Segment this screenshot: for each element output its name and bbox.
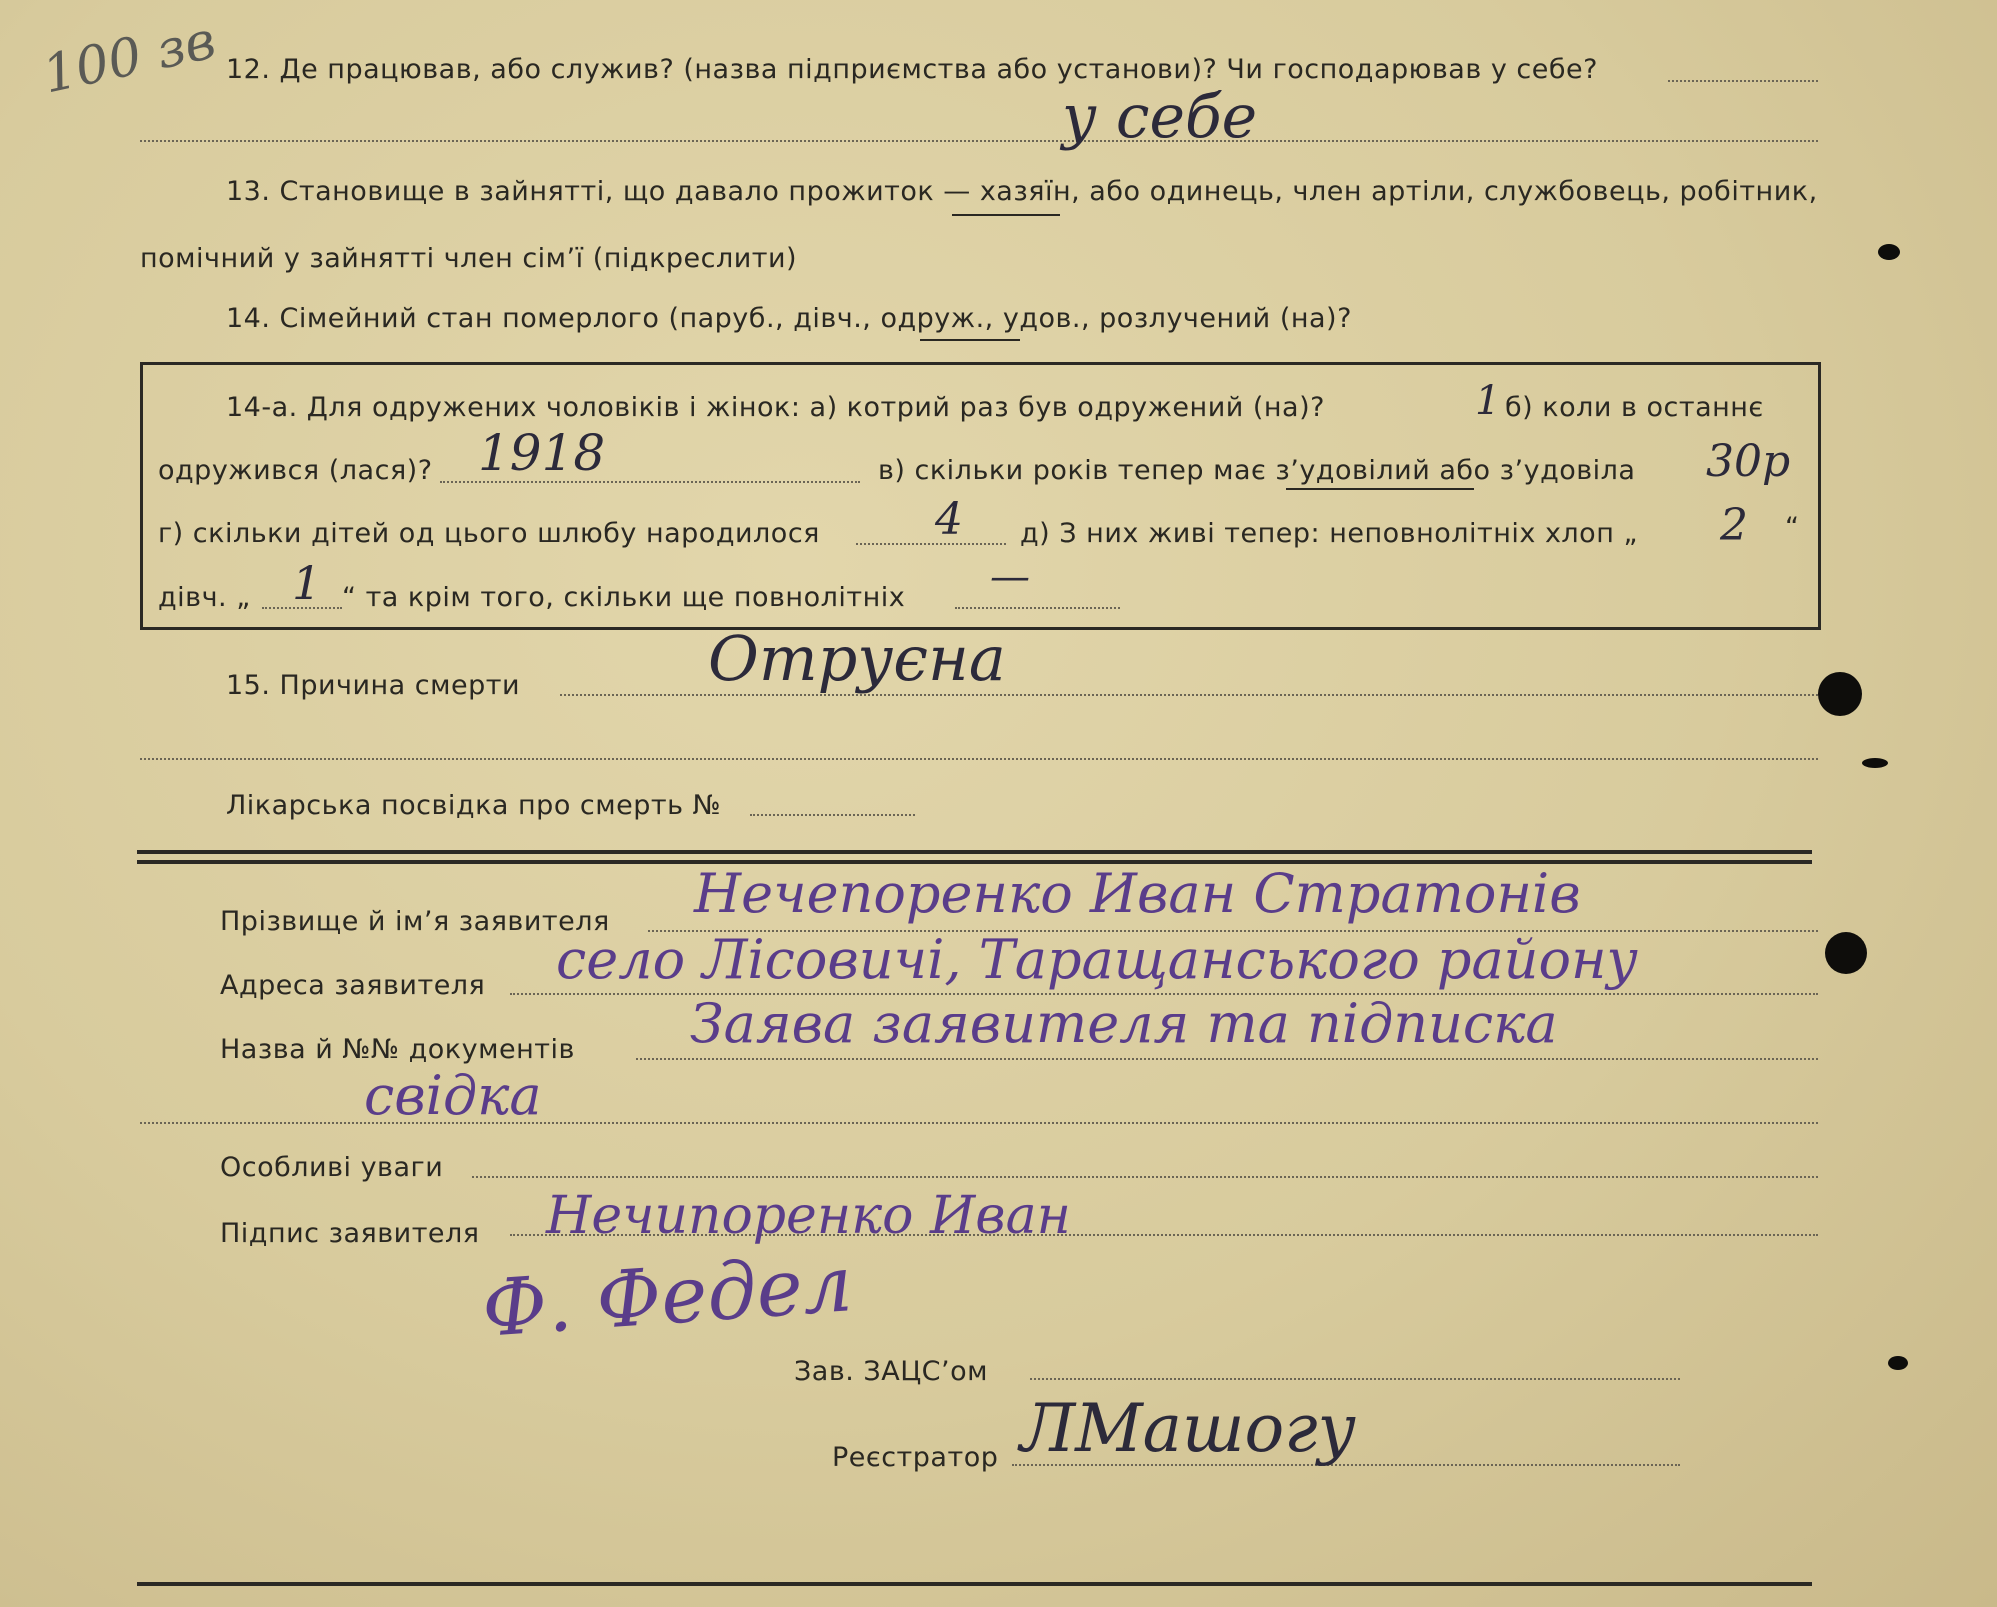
q14a-minor-boys: 2 [1720, 500, 1748, 551]
applicant-docs-value-2: свідка [364, 1064, 542, 1127]
q14a-married-year: 1918 [478, 424, 606, 482]
q14a-line2-start: одружився (лася)? [158, 455, 433, 486]
registrar-label: Реєстратор [832, 1442, 999, 1473]
applicant-address-value: село Лісовичі, Таращанського району [556, 928, 1638, 991]
medical-leader [750, 814, 915, 816]
q14a-children-born: 4 [935, 494, 963, 545]
q13-label-line2: помічний у зайнятті член сім’ї (підкреслити) [140, 243, 798, 274]
punch-hole [1825, 932, 1867, 974]
q12-answer-line [140, 140, 1818, 142]
q13-underline-owner [952, 214, 1060, 216]
medical-label: Лікарська посвідка про смерть № [226, 790, 722, 821]
q15-label: 15. Причина смерти [226, 670, 521, 701]
q14-label: 14. Сімейний стан померлого (паруб., дівч., одруж., удов., розлучений (на)? [226, 303, 1352, 334]
applicant-signature-label: Підпис заявителя [220, 1218, 480, 1249]
q14a-line1-end: б) коли в останнє [1505, 392, 1764, 423]
q14a-line4-mid: “ та крім того, скільки ще повнолітніх [342, 582, 906, 613]
q14a-marriage-count: 1 [1475, 378, 1501, 424]
q14-underline-married [920, 339, 1020, 341]
damage-mark [1862, 758, 1888, 768]
applicant-address-label: Адреса заявителя [220, 970, 486, 1001]
q12-label: 12. Де працював, або служив? (назва підприємства або установи)? Чи господарював у себе? [226, 54, 1598, 85]
applicant-docs-line [636, 1058, 1818, 1060]
damage-mark [1878, 244, 1900, 260]
q12-leader [1668, 80, 1818, 82]
q14a-children-line [856, 543, 1006, 545]
q14a-adults-line [955, 607, 1120, 609]
head-line [1030, 1378, 1680, 1380]
damage-mark [1888, 1356, 1908, 1370]
second-signature: Ф. Федел [479, 1239, 856, 1355]
applicant-notes-label: Особливі уваги [220, 1152, 444, 1183]
separator-top [137, 850, 1812, 854]
q14a-underline-widower [1286, 488, 1474, 490]
punch-hole [1818, 672, 1862, 716]
head-label: Зав. ЗАЦС’ом [794, 1356, 988, 1387]
applicant-notes-line [472, 1176, 1818, 1178]
q14a-adults: — [990, 554, 1030, 600]
q14a-line4-start: дівч. „ [158, 582, 251, 613]
q14a-line1: 14-а. Для одружених чоловіків і жінок: а) котрий раз був одружений (на)? [226, 392, 1325, 423]
q14a-line3-start: г) скільки дітей од цього шлюбу народилося [158, 518, 820, 549]
applicant-name-label: Прізвище й ім’я заявителя [220, 906, 610, 937]
q13-label-line1: 13. Становище в зайнятті, що давало прожиток — хазяїн, або одинець, член артіли, службовець, робітник, [226, 176, 1818, 207]
page-number-note: 100 зв [37, 10, 221, 106]
applicant-name-value: Нечепоренко Иван Стратонів [694, 862, 1581, 925]
q12-answer: у себе [1062, 82, 1258, 152]
applicant-docs-value: Заява заявителя та підписка [690, 992, 1558, 1055]
bottom-rule [137, 1582, 1812, 1586]
q14a-line3-end: “ [1785, 512, 1800, 543]
q15-answer: Отруєна [708, 622, 1006, 695]
q14a-years-widowed: 30р [1706, 436, 1791, 487]
q14a-line3-mid: д) З них живі тепер: неповнолітніх хлоп „ [1020, 518, 1638, 549]
applicant-signature: Нечипоренко Иван [546, 1186, 1071, 1246]
registrar-signature: ЛМашогу [1020, 1390, 1356, 1467]
applicant-docs-label: Назва й №№ документів [220, 1034, 575, 1065]
q14a-line2-mid: в) скільки років тепер має з’удовілий або з’удовіла [878, 455, 1636, 486]
q15-second-line [140, 758, 1818, 760]
applicant-docs-line-2 [140, 1122, 1818, 1124]
q14a-minor-girls: 1 [292, 556, 322, 610]
